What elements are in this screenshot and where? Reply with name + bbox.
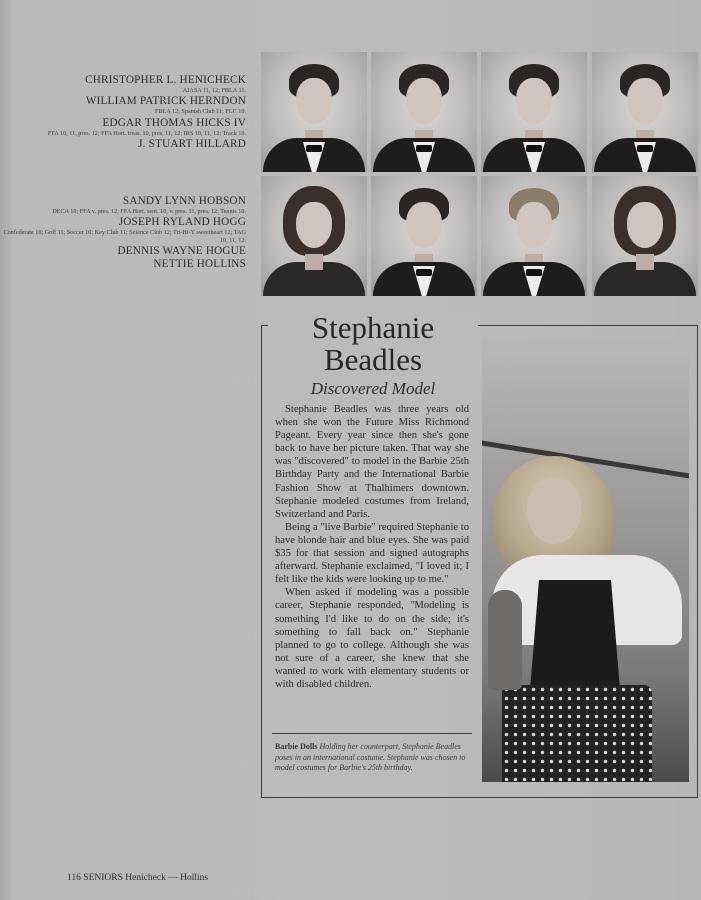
senior-entry bbox=[1, 258, 246, 271]
senior-activities: AIASA 11, 12; FBLA 11. bbox=[182, 87, 246, 94]
senior-names-top bbox=[1, 74, 246, 151]
senior-entry bbox=[1, 95, 246, 115]
senior-name: NETTIE HOLLINS bbox=[153, 258, 246, 271]
portrait-photo bbox=[592, 52, 698, 172]
portrait-photo bbox=[261, 52, 367, 172]
senior-activities: Confederate 10; Golf 11; Soccer 10; Key Club 11; Science Club 12; Tri-Hi-Y sweetheart 12; TAG 10, 11, 12. bbox=[3, 229, 246, 244]
caption-text: Holding her counterpart, Stephanie Beadles poses in an international costume. Stephanie was chosen to model costumes for Barbie's 25th birthday. bbox=[275, 742, 466, 772]
senior-entry bbox=[1, 74, 246, 94]
page-footer bbox=[67, 873, 208, 883]
caption-divider bbox=[272, 733, 472, 734]
senior-entry bbox=[1, 216, 246, 244]
article-paragraph: Being a "live Barbie" required Stephanie to have blonde hair and blue eyes. She was paid $35 for that session and signed autographs afterward. Stephanie exclaimed, "I loved it; I felt like the kids were looking up to me." bbox=[275, 521, 469, 586]
senior-name: EDGAR THOMAS HICKS IV bbox=[102, 116, 246, 129]
portrait-photo bbox=[371, 176, 477, 296]
senior-name: JOSEPH RYLAND HOGG bbox=[118, 216, 246, 229]
article-paragraph: When asked if modeling was a possible career, Stephanie responded, "Modeling is something I'd like to do on the side; it's something to fall back on." Stephanie planned to go to college. Although she was not sure of a career, she knew that she wanted to work with elementary students or with disabled children. bbox=[275, 587, 469, 690]
portrait-photo bbox=[371, 52, 477, 172]
senior-name: SANDY LYNN HOBSON bbox=[122, 195, 246, 207]
senior-name: WILLIAM PATRICK HERNDON bbox=[85, 95, 246, 108]
feature-subtitle: Discovered Model bbox=[310, 379, 436, 398]
senior-name: J. STUART HILLARD bbox=[138, 138, 246, 151]
feature-photo bbox=[482, 340, 689, 782]
portrait-photo bbox=[481, 52, 587, 172]
senior-activities: DECA 10; FFA v. pres. 12; FFA Hort. sent. 10, v. pres. 11, pres. 12; Tennis 10. bbox=[52, 208, 246, 215]
feature-article bbox=[275, 403, 469, 691]
senior-entry bbox=[1, 195, 246, 215]
article-paragraph: Stephanie Beadles was three years old when she won the Future Miss Richmond Pageant. Every year since then she's gone back to have her picture taken. That way she was "discovered" to model in the Barbie 25th Birthday Party and the International Barbie Fashion Show at Thalhimers downtown. Stephanie modeled costumes from Ireland, Switzerland and Paris. bbox=[275, 404, 469, 520]
caption-lead: Barbie Dolls bbox=[275, 742, 318, 751]
portrait-photo bbox=[481, 176, 587, 296]
senior-activities: FBLA 12; Spanish Club 11; FLC 10. bbox=[154, 108, 246, 116]
portrait-grid bbox=[261, 52, 698, 298]
portrait-photo bbox=[261, 176, 367, 296]
senior-name: CHRISTOPHER L. HENICHECK bbox=[85, 74, 246, 86]
feature-title-line2: Beadles bbox=[323, 342, 423, 377]
page-number: 116 bbox=[67, 873, 81, 883]
senior-entry bbox=[1, 245, 246, 258]
feature-title-line1: Stephanie bbox=[311, 310, 435, 345]
senior-name: DENNIS WAYNE HOGUE bbox=[117, 245, 246, 258]
senior-entry bbox=[1, 117, 246, 137]
senior-entry bbox=[1, 138, 246, 151]
senior-names-bottom bbox=[1, 195, 246, 271]
footer-range: Henicheck — Hollins bbox=[125, 873, 209, 883]
senior-activities: FFA 10, 11, pres. 12; FFA Hort. treas. 10, pres. 11, 12; IRS 10, 11, 12; Track 10. bbox=[47, 129, 246, 137]
photo-caption bbox=[275, 742, 471, 774]
footer-section: SENIORS bbox=[83, 873, 123, 883]
feature-headline bbox=[268, 312, 478, 399]
portrait-photo bbox=[592, 176, 698, 296]
